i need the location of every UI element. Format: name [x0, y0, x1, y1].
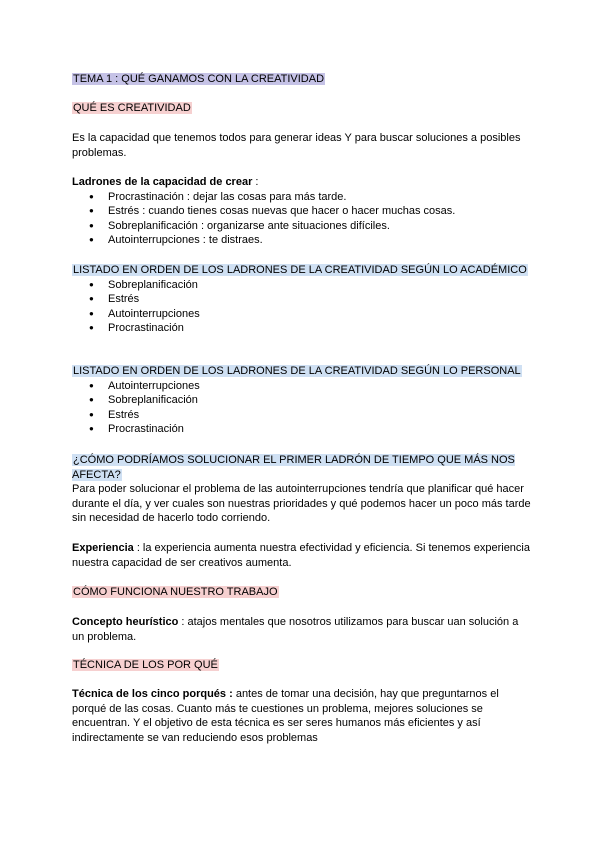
concepto-rest: : atajos mentales que nosotros utilizamos para buscar uan solución a un problema. [72, 616, 519, 643]
list-item: ● Sobreplanificación [72, 278, 532, 293]
concepto-paragraph [72, 615, 532, 644]
academico-section [72, 263, 532, 336]
list-item: ● Estrés [72, 292, 532, 307]
personal-list [72, 379, 532, 437]
academico-list [72, 278, 532, 336]
heading-academico-text: LISTADO EN ORDEN DE LOS LADRONES DE LA CREATIVIDAD SEGÚN LO ACADÉMICO [73, 264, 527, 276]
ladrones-term: Ladrones de la capacidad de crear [72, 176, 253, 188]
list-item: ● Sobreplanificación : organizarse ante situaciones difíciles. [72, 219, 532, 234]
list-item: ● Estrés [72, 408, 532, 423]
list-item: ● Autointerrupciones [72, 379, 532, 394]
tecnica-section [72, 687, 532, 745]
tecnica-term: Técnica de los cinco porqués : [72, 688, 233, 700]
heading-solucionar [72, 453, 532, 482]
list-item: ● Procrastinación [72, 321, 532, 336]
solucionar-text: Para poder solucionar el problema de las autointerrupciones tendría que planificar qué hacer durante el día, y ver cuales son nuestras prioridades y qué podemos hacer un poco más tarde sin necesidad de hacerlo todo corriendo. [72, 483, 531, 524]
experiencia-rest: : la experiencia aumenta nuestra efectividad y eficiencia. Si tenemos experiencia nuestra capacidad de ser creativos aumenta. [72, 542, 530, 569]
list-item: ● Procrastinación [72, 422, 532, 437]
personal-section [72, 364, 532, 437]
heading-personal-text: LISTADO EN ORDEN DE LOS LADRONES DE LA CREATIVIDAD SEGÚN LO PERSONAL [73, 365, 521, 377]
tecnica-paragraph [72, 687, 532, 745]
heading-tecnica-text: TÉCNICA DE LOS POR QUÉ [73, 659, 218, 671]
list-item: ● Procrastinación : dejar las cosas para más tarde. [72, 190, 532, 205]
list-item: ● Autointerrupciones [72, 307, 532, 322]
concepto-section [72, 615, 532, 644]
heading-personal [72, 364, 532, 379]
title-text: TEMA 1 : QUÉ GANAMOS CON LA CREATIVIDAD [73, 73, 325, 85]
paragraph-definition [72, 131, 532, 160]
experiencia-paragraph [72, 541, 532, 570]
ladrones-section [72, 175, 532, 248]
ladrones-list [72, 190, 532, 248]
document-title [72, 72, 532, 87]
heading-academico [72, 263, 532, 278]
list-item: ● Estrés : cuando tienes cosas nuevas que hacer o hacer muchas cosas. [72, 204, 532, 219]
heading-funciona-text: CÓMO FUNCIONA NUESTRO TRABAJO [73, 586, 278, 598]
list-item: ● Sobreplanificación [72, 393, 532, 408]
heading-que-es [72, 101, 532, 116]
concepto-term: Concepto heurístico [72, 616, 179, 628]
ladrones-label [72, 175, 532, 190]
heading-tecnica [72, 658, 532, 673]
tecnica-rest: antes de tomar una decisión, hay que preguntarnos el porqué de las cosas. Cuanto más te cuestiones un problema, mejores soluciones se encuentran. Y el objetivo de esta técnica es ser seres humanos más eficientes y así indirectamente se van reduciendo esos problemas [72, 688, 499, 744]
heading-funciona [72, 585, 532, 600]
experiencia-section [72, 541, 532, 570]
list-item: ● Autointerrupciones : te distraes. [72, 233, 532, 248]
heading-que-es-text: QUÉ ES CREATIVIDAD [73, 102, 191, 114]
definition-text: Es la capacidad que tenemos todos para generar ideas Y para buscar soluciones a posibles problemas. [72, 132, 521, 159]
ladrones-rest: : [252, 176, 259, 188]
solucionar-section [72, 453, 532, 526]
heading-solucionar-text: ¿CÓMO PODRÍAMOS SOLUCIONAR EL PRIMER LADRÓN DE TIEMPO QUE MÁS NOS AFECTA? [72, 454, 515, 481]
experiencia-term: Experiencia [72, 542, 134, 554]
